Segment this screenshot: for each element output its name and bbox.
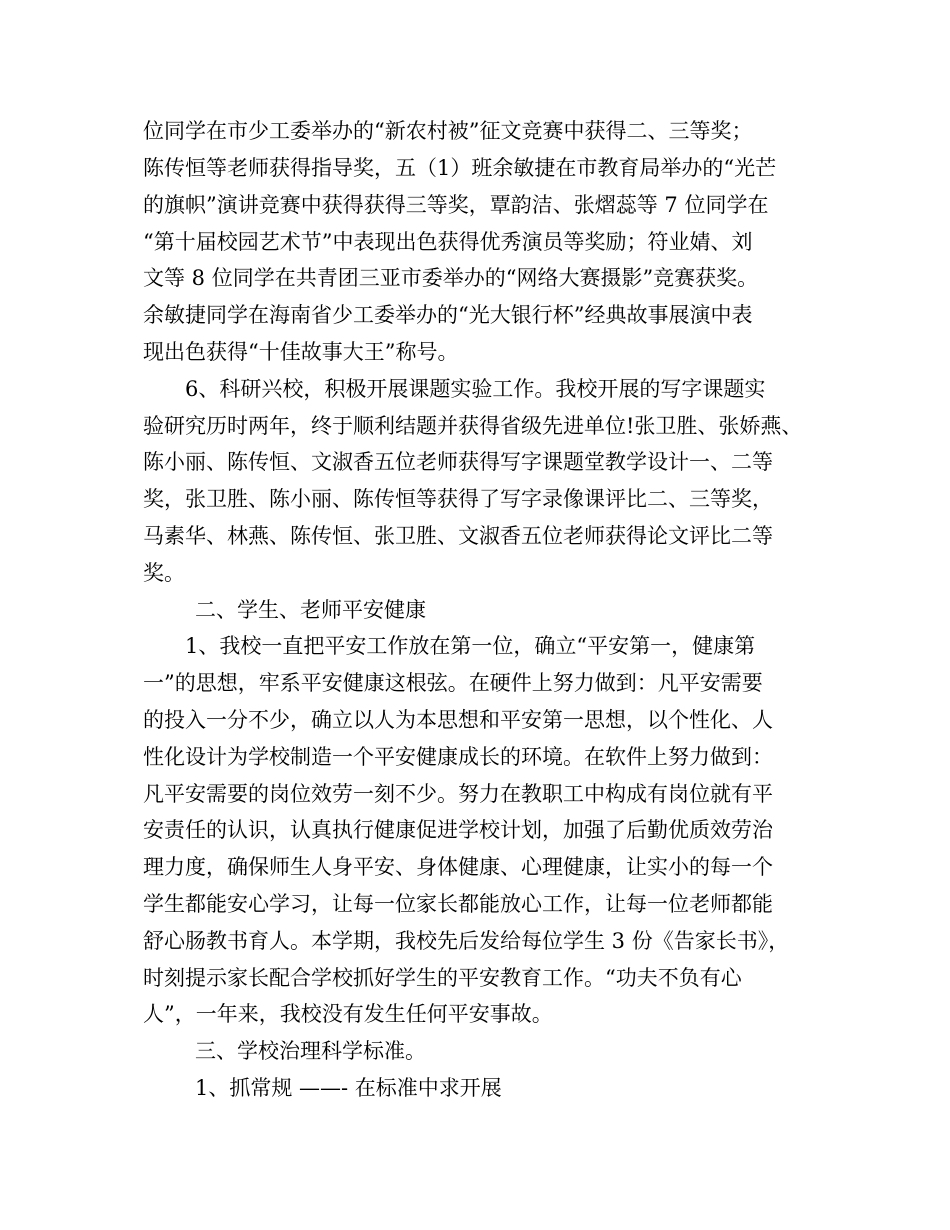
text-line: 1、我校一直把平安工作放在第一位，确立“平安第一，健康第 — [185, 634, 756, 658]
text-line: 文等 8 位同学在共青团三亚市委举办的“网络大赛摄影”竞赛获奖。 — [143, 266, 759, 290]
text-line: 安责任的认识，认真执行健康促进学校计划，加强了后勤优质效劳治 — [143, 818, 773, 842]
text-line: 马素华、林燕、陈传恒、张卫胜、文淑香五位老师获得论文评比二等 — [143, 524, 773, 548]
text-line: 陈传恒等老师获得指导奖，五（1）班余敏捷在市教育局举办的“光芒 — [143, 156, 777, 180]
text-line: 学生都能安心学习，让每一位家长都能放心工作，让每一位老师都能 — [143, 892, 773, 916]
text-line: 奖，张卫胜、陈小丽、陈传恒等获得了写字录像课评比二、三等奖， — [143, 487, 773, 511]
text-line: 6、科研兴校，积极开展课题实验工作。我校开展的写字课题实 — [185, 377, 766, 401]
text-line: “第十届校园艺术节”中表现出色获得优秀演员等奖励；符业婧、刘 — [143, 230, 753, 254]
text-line: 余敏捷同学在海南省少工委举办的“光大银行杯”经典故事展演中表 — [143, 303, 753, 327]
text-line: 陈小丽、陈传恒、文淑香五位老师获得写字课题堂教学设计一、二等 — [143, 450, 773, 474]
text-line: 现出色获得“十佳故事大王”称号。 — [143, 340, 459, 364]
section-heading: 二、学生、老师平安健康 — [195, 598, 426, 622]
text-line: 人”，一年来，我校没有发生任何平安事故。 — [143, 1002, 553, 1026]
text-line: 理力度，确保师生人身平安、身体健康、心理健康，让实小的每一个 — [143, 855, 773, 879]
section-heading: 三、学校治理科学标准。 — [195, 1039, 426, 1063]
text-line: 的旗帜”演讲竞赛中获得获得三等奖，覃韵洁、张熠蕊等 7 位同学在 — [143, 193, 769, 217]
text-line: 验研究历时两年，终于顺利结题并获得省级先进单位!张卫胜、张娇燕、 — [143, 414, 803, 438]
text-line: 一”的思想，牢系平安健康这根弦。在硬件上努力做到：凡平安需要 — [143, 671, 763, 695]
text-line: 性化设计为学校制造一个平安健康成长的环境。在软件上努力做到： — [143, 745, 773, 769]
text-line: 时刻提示家长配合学校抓好学生的平安教育工作。“功夫不负有心 — [143, 966, 742, 990]
text-line: 舒心肠教书育人。本学期，我校先后发给每位学生 3 份《告家长书》， — [143, 929, 790, 953]
text-line: 奖。 — [143, 561, 185, 585]
text-line: 凡平安需要的岗位效劳一刻不少。努力在教职工中构成有岗位就有平 — [143, 782, 773, 806]
text-line: 位同学在市少工委举办的“新农村被”征文竞赛中获得二、三等奖； — [143, 119, 753, 143]
subsection-heading: 1、抓常规 ——- 在标准中求开展 — [195, 1076, 502, 1100]
text-line: 的投入一分不少，确立以人为本思想和平安第一思想，以个性化、人 — [143, 708, 773, 732]
